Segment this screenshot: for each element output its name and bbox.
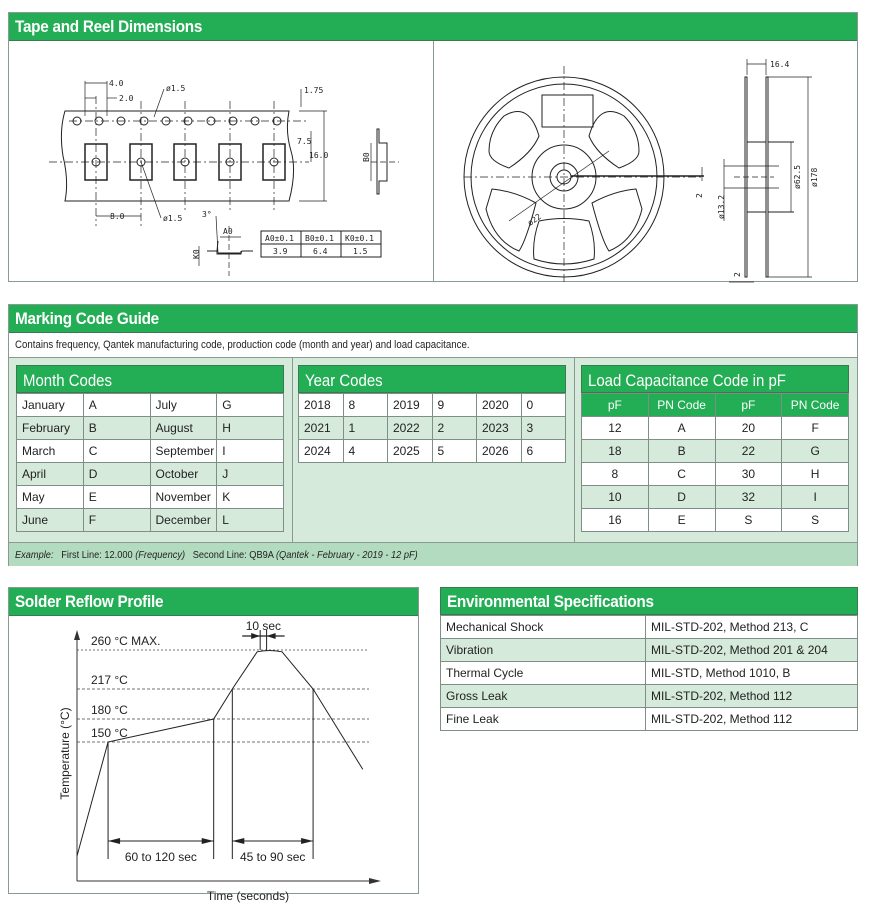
annotation-arrow-icon xyxy=(202,838,214,844)
load-cap xyxy=(581,365,849,532)
dim-width-164: 16.4 xyxy=(770,60,790,69)
month-row xyxy=(17,486,284,509)
year-cell: 2026 xyxy=(477,440,522,463)
marking-title: Marking Code Guide xyxy=(15,309,159,328)
year-cell: 2025 xyxy=(388,440,433,463)
level-label: 217 °C xyxy=(91,673,128,687)
month-codes-title: Month Codes xyxy=(23,371,112,390)
year-cell: 2019 xyxy=(388,394,433,417)
year-code-cell: 0 xyxy=(521,394,566,417)
dims-value-b0: 6.4 xyxy=(313,247,328,256)
month-row xyxy=(17,394,284,417)
month-name-cell: March xyxy=(17,440,84,463)
y-axis-label: Temperature (°C) xyxy=(58,707,72,800)
env-row xyxy=(441,708,858,731)
month-code-cell: D xyxy=(83,463,150,486)
reflow-header xyxy=(9,588,418,616)
load-cap-row xyxy=(582,509,849,532)
tape-reel-title: Tape and Reel Dimensions xyxy=(15,17,203,36)
reflow-title: Solder Reflow Profile xyxy=(15,592,164,611)
env-standard-cell: MIL-STD-202, Method 112 xyxy=(646,708,858,731)
pf-cell: 10 xyxy=(582,486,649,509)
load-cap-row xyxy=(582,463,849,486)
month-name-cell: November xyxy=(150,486,217,509)
load-cap-col-header: PN Code xyxy=(782,394,849,417)
year-cell: 2020 xyxy=(477,394,522,417)
marking-header xyxy=(9,305,857,333)
dims-header-a0: A0±0.1 xyxy=(265,234,294,243)
annotation-label: 10 sec xyxy=(245,619,282,633)
month-name-cell: May xyxy=(17,486,84,509)
annotation-arrow-icon xyxy=(301,838,313,844)
env-header xyxy=(440,587,858,615)
env-table xyxy=(440,615,858,731)
dims-header-k0: K0±0.1 xyxy=(345,234,374,243)
env-row xyxy=(441,639,858,662)
dim-hub-dia: ø22 xyxy=(525,211,543,228)
env-row xyxy=(441,685,858,708)
year-code-cell: 2 xyxy=(432,417,477,440)
month-name-cell: October xyxy=(150,463,217,486)
example-label: Example: xyxy=(15,549,54,561)
year-row xyxy=(299,394,566,417)
pn-code-cell: A xyxy=(648,417,715,440)
label-k0: K0 xyxy=(192,249,201,259)
example-first-note: (Frequency) xyxy=(135,549,186,561)
pf-cell: 30 xyxy=(715,463,782,486)
env-test-cell: Gross Leak xyxy=(441,685,646,708)
month-code-cell: J xyxy=(217,463,284,486)
x-axis-arrow-icon xyxy=(369,878,381,884)
load-cap-table xyxy=(581,393,849,532)
level-label: 180 °C xyxy=(91,703,128,717)
pn-code-cell: E xyxy=(648,509,715,532)
pf-cell: 20 xyxy=(715,417,782,440)
pf-cell: S xyxy=(715,509,782,532)
env-panel xyxy=(440,587,858,736)
month-row xyxy=(17,417,284,440)
year-code-cell: 9 xyxy=(432,394,477,417)
tape-diagram xyxy=(9,41,429,281)
dims-value-a0: 3.9 xyxy=(273,247,288,256)
pn-code-cell: S xyxy=(782,509,849,532)
example-first-line: First Line: 12.000 xyxy=(61,549,133,561)
dim-dia-132: ø13.2 xyxy=(717,194,726,219)
month-name-cell: June xyxy=(17,509,84,532)
dim-pitch-4: 4.0 xyxy=(109,79,124,88)
pn-code-cell: D xyxy=(648,486,715,509)
year-row xyxy=(299,440,566,463)
month-codes-table xyxy=(16,393,284,532)
month-row xyxy=(17,440,284,463)
pn-code-cell: G xyxy=(782,440,849,463)
label-angle: 3° xyxy=(202,210,212,219)
month-code-cell: B xyxy=(83,417,150,440)
month-name-cell: September xyxy=(150,440,217,463)
pf-cell: 32 xyxy=(715,486,782,509)
dim-flange-2: 2 xyxy=(733,272,742,277)
example-second-note: (Qantek - February - 2019 - 12 pF) xyxy=(275,549,418,561)
dim-pitch-2: 2.0 xyxy=(119,94,134,103)
year-code-cell: 6 xyxy=(521,440,566,463)
year-cell: 2018 xyxy=(299,394,344,417)
dims-header-b0: B0±0.1 xyxy=(305,234,334,243)
month-codes xyxy=(16,365,284,532)
env-standard-cell: MIL-STD, Method 1010, B xyxy=(646,662,858,685)
level-label: 150 °C xyxy=(91,726,128,740)
month-code-cell: I xyxy=(217,440,284,463)
load-cap-row xyxy=(582,486,849,509)
pf-cell: 18 xyxy=(582,440,649,463)
load-cap-header-row xyxy=(582,394,849,417)
year-cell: 2022 xyxy=(388,417,433,440)
month-code-cell: L xyxy=(217,509,284,532)
x-axis-label: Time (seconds) xyxy=(206,889,290,903)
marking-description xyxy=(9,333,857,358)
dim-75: 7.5 xyxy=(297,137,312,146)
pf-cell: 16 xyxy=(582,509,649,532)
dim-hole-bottom: ø1.5 xyxy=(163,214,183,223)
year-codes-header xyxy=(298,365,566,393)
pn-code-cell: B xyxy=(648,440,715,463)
pn-code-cell: H xyxy=(782,463,849,486)
month-codes-header xyxy=(16,365,284,393)
annotation-arrow-icon xyxy=(251,633,260,639)
dim-width-16: 16.0 xyxy=(309,151,329,160)
month-code-cell: K xyxy=(217,486,284,509)
month-code-cell: A xyxy=(83,394,150,417)
env-row xyxy=(441,616,858,639)
example-line xyxy=(9,542,857,566)
dim-pitch-8: 8.0 xyxy=(110,212,125,221)
label-a0: A0 xyxy=(223,227,233,236)
year-cell: 2024 xyxy=(299,440,344,463)
month-name-cell: February xyxy=(17,417,84,440)
month-code-cell: H xyxy=(217,417,284,440)
tape-reel-header xyxy=(9,13,857,41)
dims-value-k0: 1.5 xyxy=(353,247,368,256)
year-code-cell: 4 xyxy=(343,440,388,463)
year-code-cell: 1 xyxy=(343,417,388,440)
annotation-label: 60 to 120 sec xyxy=(124,850,197,864)
year-codes xyxy=(298,365,566,463)
marking-divider-1 xyxy=(292,358,293,542)
month-code-cell: C xyxy=(83,440,150,463)
year-code-cell: 5 xyxy=(432,440,477,463)
load-cap-header xyxy=(581,365,849,393)
reel-diagram xyxy=(434,41,858,281)
month-name-cell: January xyxy=(17,394,84,417)
tape-reel-panel xyxy=(8,12,858,282)
env-title: Environmental Specifications xyxy=(447,592,654,611)
annotation-arrow-icon xyxy=(232,838,244,844)
load-cap-title: Load Capacitance Code in pF xyxy=(588,371,786,390)
pn-code-cell: I xyxy=(782,486,849,509)
pf-cell: 22 xyxy=(715,440,782,463)
year-codes-title: Year Codes xyxy=(305,371,383,390)
dim-dia-625: ø62.5 xyxy=(793,164,802,189)
dim-hole-top: ø1.5 xyxy=(166,84,186,93)
annotation-arrow-icon xyxy=(267,633,276,639)
pf-cell: 8 xyxy=(582,463,649,486)
marking-description-text: Contains frequency, Qantek manufacturing code, production code (month and year) and load capacitance. xyxy=(15,339,470,351)
env-standard-cell: MIL-STD-202, Method 112 xyxy=(646,685,858,708)
year-codes-table xyxy=(298,393,566,463)
year-cell: 2023 xyxy=(477,417,522,440)
dim-gap-2: 2 xyxy=(695,193,704,198)
env-row xyxy=(441,662,858,685)
marking-divider-2 xyxy=(574,358,575,542)
month-name-cell: August xyxy=(150,417,217,440)
month-name-cell: December xyxy=(150,509,217,532)
env-test-cell: Thermal Cycle xyxy=(441,662,646,685)
annotation-arrow-icon xyxy=(108,838,120,844)
y-axis-arrow-icon xyxy=(74,630,80,640)
month-code-cell: G xyxy=(217,394,284,417)
year-code-cell: 3 xyxy=(521,417,566,440)
year-row xyxy=(299,417,566,440)
month-name-cell: April xyxy=(17,463,84,486)
load-cap-row xyxy=(582,440,849,463)
dim-dia-178: ø178 xyxy=(810,167,819,187)
load-cap-col-header: pF xyxy=(582,394,649,417)
year-cell: 2021 xyxy=(299,417,344,440)
env-standard-cell: MIL-STD-202, Method 213, C xyxy=(646,616,858,639)
env-test-cell: Mechanical Shock xyxy=(441,616,646,639)
label-b0: B0 xyxy=(362,152,371,162)
month-code-cell: F xyxy=(83,509,150,532)
month-code-cell: E xyxy=(83,486,150,509)
dim-edge-175: 1.75 xyxy=(304,86,324,95)
env-test-cell: Fine Leak xyxy=(441,708,646,731)
load-cap-row xyxy=(582,417,849,440)
annotation-label: 45 to 90 sec xyxy=(240,850,306,864)
reflow-chart xyxy=(9,616,418,903)
load-cap-col-header: pF xyxy=(715,394,782,417)
pf-cell: 12 xyxy=(582,417,649,440)
pn-code-cell: C xyxy=(648,463,715,486)
reflow-panel xyxy=(8,587,419,903)
month-name-cell: July xyxy=(150,394,217,417)
example-second-line: Second Line: QB9A xyxy=(192,549,274,561)
year-code-cell: 8 xyxy=(343,394,388,417)
marking-panel xyxy=(8,304,858,566)
month-row xyxy=(17,509,284,532)
env-test-cell: Vibration xyxy=(441,639,646,662)
load-cap-col-header: PN Code xyxy=(648,394,715,417)
pn-code-cell: F xyxy=(782,417,849,440)
month-row xyxy=(17,463,284,486)
level-label: 260 °C MAX. xyxy=(91,634,161,648)
env-standard-cell: MIL-STD-202, Method 201 & 204 xyxy=(646,639,858,662)
